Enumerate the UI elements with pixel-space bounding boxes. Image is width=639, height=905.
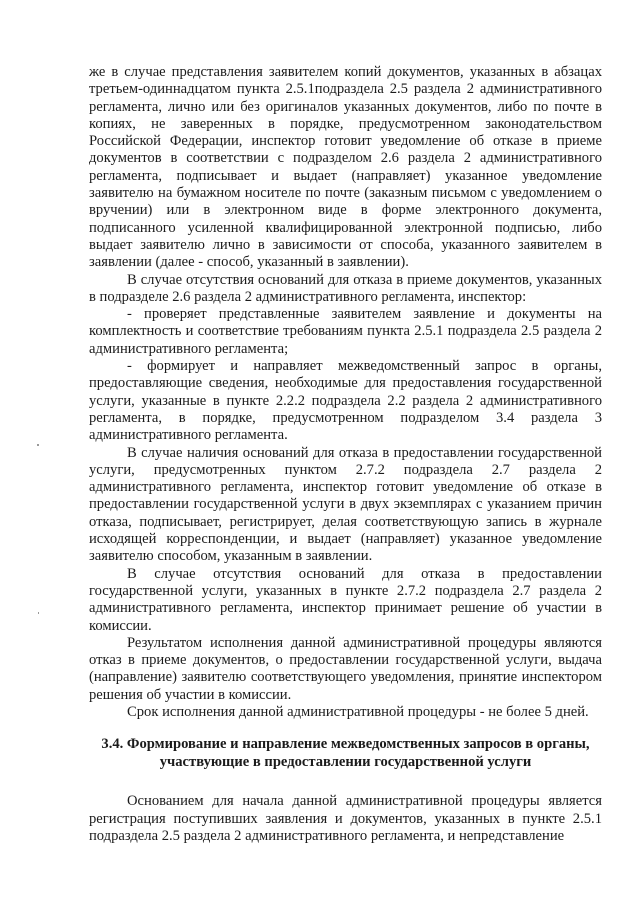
paragraph-interagency-request: - формирует и направляет межведомственный запрос в органы, предоставляющие сведения, необходимые для предоставления государственной услуги, указанные в пункте 2.2.2 подраздела 2.2 раздела 2 административного регламента, в порядке, предусмотренном подразделом 3.4 раздела 3 административного регламента.: [89, 358, 602, 444]
paragraph-no-rejection-grounds: В случае отсутствия оснований для отказа в приеме документов, указанных в подразделе 2.6 раздела 2 административного регламента, инспектор:: [89, 271, 602, 305]
paragraph-rejection-notice: же в случае представления заявителем копий документов, указанных в абзацах третьем-одиннадцатом пункта 2.5.1подраздела 2.5 раздела 2 административного регламента, лично или без оригиналов указанных документов, либо по почте в копиях, не заверенных в порядке, предусмотренном законодательством Российской Федерации, инспектор готовит уведомление об отказе в приеме документов в соответствии с подразделом 2.6 раздела 2 административного регламента, подписывает и выдает (направляет) указанное уведомление заявителю на бумажном носителе по почте (заказным письмом с уведомлением о вручении) или в электронном виде в форме электронного документа, подписанного усиленной квалифицированной электронной подписью, либо выдает заявителю лично в зависимости от способа, указанного заявителем в заявлении (далее - способ, указанный в заявлении).: [89, 64, 602, 271]
section-heading: [89, 735, 602, 771]
spacer: [89, 721, 602, 735]
paragraph-commission-decision: В случае отсутствия оснований для отказа в предоставлении государственной услуги, указанных в пункте 2.7.2 подраздела 2.7 раздела 2 административного регламента, инспектор принимает решение об участии в комиссии.: [89, 565, 602, 634]
paragraph-procedure-deadline: Срок исполнения данной административной процедуры - не более 5 дней.: [127, 703, 589, 720]
section-heading-line-1: 3.4. Формирование и направление межведомственных запросов в органы,: [101, 736, 590, 753]
scan-speck: [37, 444, 39, 446]
paragraph-check-documents: - проверяет представленные заявителем заявление и документы на комплектность и соответствие требованиям пункта 2.5.1 подраздела 2.5 раздела 2 административного регламента;: [89, 306, 602, 357]
paragraph-procedure-basis: Основанием для начала данной административной процедуры является регистрация поступивших заявления и документов, указанных в пункте 2.5.1 подраздела 2.5 раздела 2 административного регламента, и непредставление: [89, 793, 602, 844]
paragraph-service-refusal: В случае наличия оснований для отказа в предоставлении государственной услуги, предусмотренных пунктом 2.7.2 подраздела 2.7 раздела 2 административного регламента, инспектор готовит уведомление об отказе в предоставлении государственной услуги в двух экземплярах с указанием причин отказа, подписывает, регистрирует, делая соответствующую запись в журнале исходящей корреспонденции, и выдает (направляет) указанное уведомление заявителю способом, указанным в заявлении.: [89, 444, 602, 565]
section-heading-line-2: участвующие в предоставлении государственной услуги: [159, 754, 532, 771]
spacer: [89, 771, 602, 793]
document-page: [89, 64, 602, 845]
scan-speck: [38, 612, 39, 614]
paragraph-procedure-result: Результатом исполнения данной административной процедуры являются отказ в приеме документов, о предоставлении государственной услуги, выдача (направление) заявителю соответствующего уведомления, принятие инспектором решения об участии в комиссии.: [89, 634, 602, 703]
